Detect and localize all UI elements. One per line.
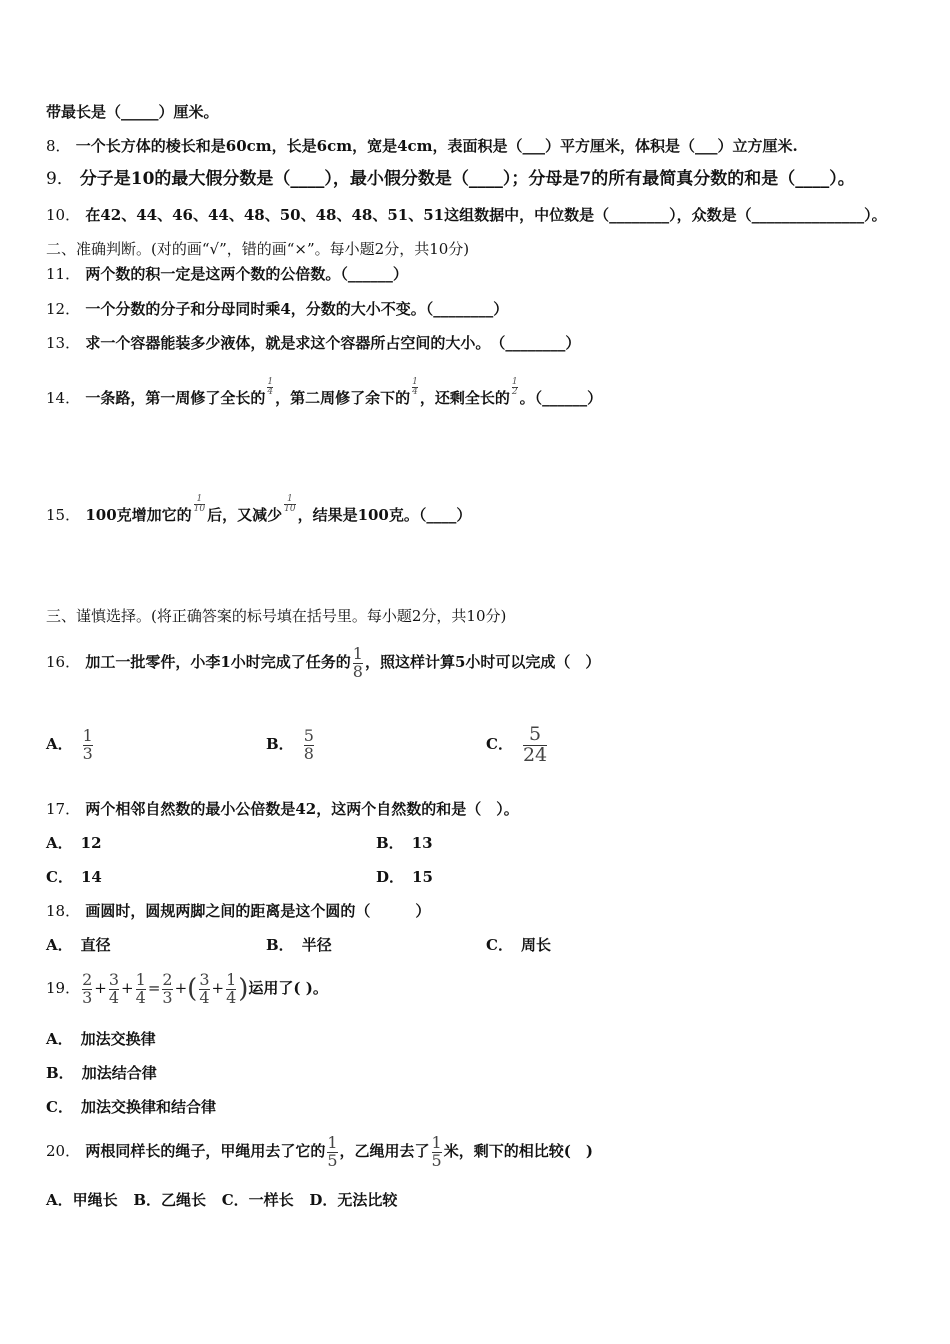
question-18 — [46, 901, 430, 921]
equals-sign: = — [147, 979, 161, 997]
question-17 — [46, 799, 519, 819]
q20-option-b[interactable] — [133, 1191, 206, 1209]
numerator: 3 — [199, 969, 210, 989]
fraction — [522, 722, 548, 766]
question-text: 加工一批零件，小李1小时完成了任务的 — [85, 653, 351, 671]
fraction — [284, 495, 295, 515]
question-15 — [46, 495, 471, 535]
denominator: 4 — [199, 987, 210, 1007]
numerator: 5 — [529, 722, 542, 745]
numerator: 1 — [135, 969, 146, 989]
question-text: ，还剩全长的 — [419, 389, 510, 407]
q18-option-c[interactable] — [486, 935, 551, 955]
q16-option-a[interactable] — [46, 716, 95, 772]
numerator: 1 — [431, 1132, 442, 1152]
option-label: D． — [309, 1191, 338, 1209]
q17-option-b[interactable] — [376, 833, 433, 853]
question-19 — [46, 964, 328, 1013]
question-10 — [46, 205, 887, 225]
question-number: 17． — [46, 800, 81, 818]
question-number: 16． — [46, 653, 81, 671]
option-label: A． — [46, 735, 73, 753]
option-text: 13 — [411, 834, 433, 852]
numerator: 1 — [267, 377, 274, 387]
numerator: 5 — [303, 725, 314, 745]
option-label: B． — [46, 1064, 74, 1082]
plus-sign: + — [211, 979, 225, 997]
denominator: 4 — [267, 387, 274, 398]
fraction — [431, 1132, 442, 1170]
denominator: 3 — [82, 743, 93, 763]
denominator: 24 — [522, 743, 548, 766]
question-7-continuation — [46, 102, 219, 122]
fraction — [512, 378, 518, 398]
option-label: C． — [221, 1191, 249, 1209]
option-text: 加法结合律 — [81, 1064, 157, 1082]
q20-option-d[interactable] — [309, 1191, 397, 1209]
fraction — [82, 725, 93, 763]
option-label: D． — [376, 868, 405, 886]
fraction — [267, 378, 273, 398]
denominator: 3 — [162, 987, 173, 1007]
q19-option-a[interactable] — [46, 1029, 156, 1049]
q19-option-c[interactable] — [46, 1097, 216, 1117]
question-number: 20． — [46, 1142, 81, 1160]
denominator: 8 — [303, 743, 314, 763]
denominator: 5 — [327, 1150, 338, 1170]
question-text: 求一个容器能装多少液体，就是求这个容器所占空间的大小。 （________） — [85, 334, 581, 352]
option-text: 甲绳长 — [72, 1191, 118, 1209]
option-text: 乙绳长 — [161, 1191, 207, 1209]
denominator: 8 — [352, 661, 363, 681]
question-number: 8． — [46, 137, 71, 155]
q17-option-a[interactable] — [46, 833, 102, 853]
question-number: 15． — [46, 506, 81, 524]
question-text: 两个相邻自然数的最小公倍数是42，这两个自然数的和是（ ）。 — [85, 800, 519, 818]
question-number: 18． — [46, 902, 81, 920]
q16-option-c[interactable] — [486, 716, 549, 772]
numerator: 1 — [511, 377, 518, 387]
question-text: 米，剩下的相比较( ) — [443, 1142, 593, 1160]
numerator: 1 — [412, 377, 418, 387]
option-label: B． — [266, 735, 294, 753]
question-text: 两根同样长的绳子，甲绳用去了它的 — [85, 1142, 326, 1160]
left-paren: ( — [187, 974, 198, 1004]
q20-option-a[interactable] — [46, 1191, 118, 1209]
question-text: 。（______） — [519, 389, 603, 407]
q20-options — [46, 1190, 397, 1210]
question-14 — [46, 378, 602, 418]
q20-option-c[interactable] — [222, 1191, 294, 1209]
option-text: 14 — [80, 868, 102, 886]
numerator: 1 — [82, 725, 93, 745]
section-2-title — [46, 239, 469, 259]
numerator: 1 — [327, 1132, 338, 1152]
denominator: 4 — [108, 987, 120, 1007]
q17-option-d[interactable] — [376, 867, 433, 887]
question-number: 10． — [46, 206, 81, 224]
numerator: 1 — [352, 643, 363, 663]
fraction — [162, 969, 173, 1007]
question-text: 一个分数的分子和分母同时乘4，分数的大小不变。（________） — [85, 300, 509, 318]
question-11 — [46, 264, 408, 284]
q18-option-b[interactable] — [266, 935, 332, 955]
option-label: A． — [46, 834, 73, 852]
question-number: 12． — [46, 300, 81, 318]
question-text: 一条路，第一周修了全长的 — [85, 389, 266, 407]
q16-option-b[interactable] — [266, 716, 316, 772]
question-12 — [46, 299, 508, 319]
numerator: 1 — [286, 494, 293, 504]
fraction — [199, 969, 210, 1007]
numerator: 2 — [82, 969, 93, 989]
numerator: 1 — [196, 494, 203, 504]
option-label: A． — [46, 936, 73, 954]
fraction — [226, 969, 237, 1007]
question-text: 两个数的积一定是这两个数的公倍数。（______） — [85, 265, 408, 283]
question-text: ，结果是100克。（____） — [297, 506, 472, 524]
question-text: 画圆时，圆规两脚之间的距离是这个圆的（ ） — [85, 902, 431, 920]
denominator: 4 — [226, 987, 237, 1007]
question-text: ，照这样计算5小时可以完成（ ） — [364, 653, 601, 671]
section-title: 二、准确判断。(对的画“√”，错的画“×”。每小题2分，共10分) — [46, 240, 470, 258]
numerator: 2 — [162, 969, 173, 989]
option-text: 加法交换律和结合律 — [80, 1098, 216, 1116]
fraction — [412, 378, 418, 398]
question-text: 一个长方体的棱长和是60cm，长是6cm，宽是4cm，表面积是（___）平方厘米，体积是（___）立方厘米. — [75, 137, 798, 155]
section-title: 三、谨慎选择。(将正确答案的标号填在括号里。每小题2分，共10分) — [46, 607, 507, 625]
option-label: C． — [486, 936, 513, 954]
question-number: 9． — [46, 169, 74, 189]
question-number: 13． — [46, 334, 81, 352]
plus-sign: + — [94, 979, 107, 997]
denominator: 5 — [431, 1150, 442, 1170]
q17-option-c[interactable] — [46, 867, 102, 887]
denominator: 3 — [82, 987, 93, 1007]
question-number: 19． — [46, 979, 81, 997]
plus-sign: + — [174, 979, 188, 997]
option-label: A． — [46, 1030, 73, 1048]
fraction — [327, 1132, 338, 1170]
q19-option-b[interactable] — [46, 1063, 157, 1083]
option-label: B． — [266, 936, 294, 954]
option-text: 15 — [412, 868, 433, 886]
numerator: 3 — [108, 969, 120, 989]
fraction — [352, 643, 363, 681]
question-text: 带最长是（_____）厘米。 — [46, 103, 219, 121]
question-16 — [46, 634, 600, 690]
option-text: 周长 — [520, 936, 551, 954]
denominator: 4 — [135, 987, 146, 1007]
question-text: 运用了( )。 — [248, 979, 328, 997]
q18-option-a[interactable] — [46, 935, 111, 955]
numerator: 1 — [226, 969, 237, 989]
question-9 — [46, 169, 855, 189]
option-label: B． — [133, 1191, 162, 1209]
question-text: 在42、44、46、44、48、50、48、48、51、51这组数据中，中位数是（________），众数是（_______________）。 — [85, 206, 887, 224]
question-text: ，乙绳用去了 — [339, 1142, 430, 1160]
question-number: 14． — [46, 389, 81, 407]
option-text: 12 — [80, 834, 102, 852]
question-text: ，第二周修了余下的 — [275, 389, 411, 407]
option-text: 加法交换律 — [80, 1030, 156, 1048]
question-text: 分子是10的最大假分数是（____），最小假分数是（____）；分母是7的所有最简真分数的和是（____）。 — [79, 169, 855, 189]
fraction — [194, 495, 205, 515]
section-3-title — [46, 606, 506, 626]
fraction — [108, 969, 120, 1007]
option-label: C． — [46, 868, 73, 886]
question-text: 100克增加它的 — [85, 506, 192, 524]
denominator: 2 — [511, 387, 518, 398]
question-8 — [46, 136, 798, 156]
question-text: 后，又减少 — [207, 506, 283, 524]
option-text: 半径 — [301, 936, 332, 954]
denominator: 10 — [193, 504, 206, 515]
fraction — [135, 969, 146, 1007]
option-text: 无法比较 — [337, 1191, 398, 1209]
fraction — [303, 725, 314, 763]
option-label: B． — [376, 834, 404, 852]
fraction — [82, 969, 93, 1007]
right-paren: ) — [238, 974, 249, 1004]
option-text: 一样长 — [248, 1191, 294, 1209]
denominator: 10 — [284, 504, 296, 515]
option-text: 直径 — [80, 936, 111, 954]
denominator: 4 — [412, 387, 418, 398]
option-label: A． — [46, 1191, 73, 1209]
plus-sign: + — [121, 979, 134, 997]
question-20 — [46, 1125, 593, 1177]
option-label: C． — [486, 735, 513, 753]
option-label: C． — [46, 1098, 73, 1116]
question-13 — [46, 333, 580, 353]
question-number: 11． — [46, 265, 81, 283]
